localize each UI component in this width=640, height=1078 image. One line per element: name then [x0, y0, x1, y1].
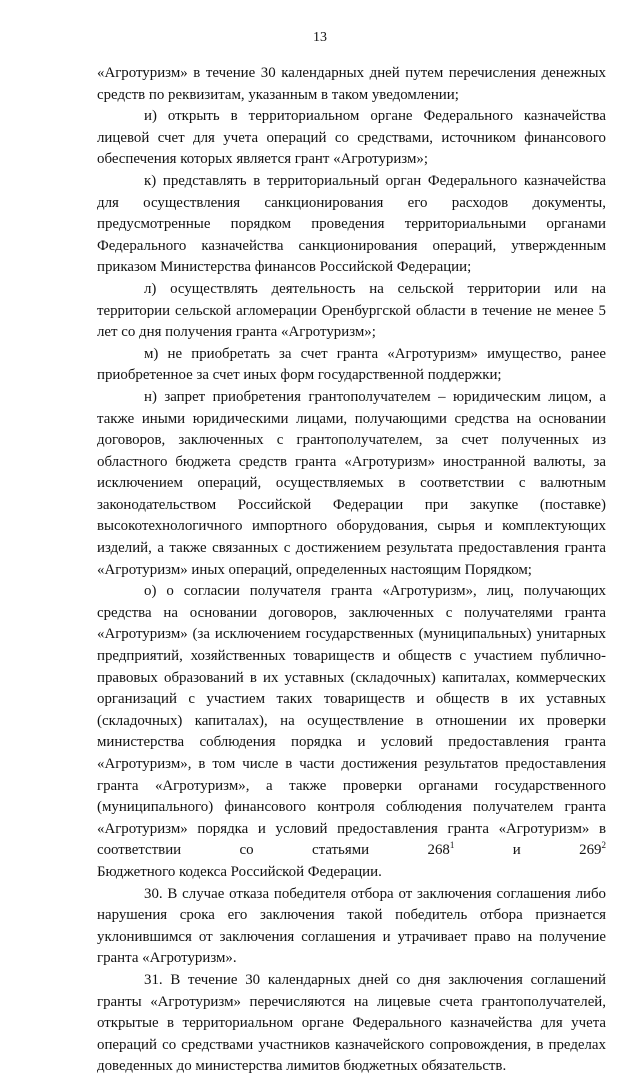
footnote-superscript: 2	[601, 840, 606, 851]
page-number: 13	[313, 30, 327, 45]
paragraph-item-o-text: о) о согласии получателя гранта «Агротуризм», лиц, получающих средства на основании договоров, заключенных с получателями гранта «Агротуризм» (за исключением государственных (муниципальных) унитарных предприятий, хозяйственных товариществ и обществ с участием публично-правовых образований в их уставных (складочных) капиталах, коммерческих организаций с участием таких товариществ и обществ в их уставных (складочных) капиталах), на осуществление в отношении их проверки министерства соблюдения порядка и условий предоставления гранта «Агротуризм», в том числе в части достижения результатов предоставления гранта «Агротуризм», а также проверки органами государственного (муниципального) финансового контроля соблюдения получателем гранта «Агротуризм» порядка и условий предоставления гранта «Агротуризм» в соответствии со статьями 268	[97, 583, 606, 859]
paragraph-31: 31. В течение 30 календарных дней со дня заключения соглашений гранты «Агротуризм» перечисляются на лицевые счета грантополучателей, открытые в территориальном органе Федерального казначейства для учета операций со средствами участников казначейского сопровождения, в пределах доведенных до министерства лимитов бюджетных обязательств.	[97, 971, 606, 1075]
paragraph-item-m: м) не приобретать за счет гранта «Агротуризм» имущество, ранее приобретенное за счет иных форм государственной поддержки;	[97, 345, 606, 384]
paragraph-code-reference: Бюджетного кодекса Российской Федерации.	[97, 863, 382, 880]
article-reference: и 269	[454, 842, 602, 859]
paragraph-item-l: л) осуществлять деятельность на сельской территории или на территории сельской агломерации Оренбургской области в течение не менее 5 лет со дня получения гранта «Агротуризм»;	[97, 280, 606, 341]
paragraph-item-k: к) представлять в территориальный орган Федерального казначейства для осуществления санкционирования его расходов документы, предусмотренные порядком проведения территориальными органами Федерального казначейства санкционирования операций, утвержденным приказом Министерства финансов Российской Федерации;	[97, 172, 606, 276]
footnote-superscript: 1	[449, 840, 455, 851]
paragraph-30: 30. В случае отказа победителя отбора от заключения соглашения либо нарушения срока его заключения такой победитель отбора признается уклонившимся от заключения соглашения и утрачивает право на получение гранта «Агротуризм».	[97, 885, 606, 967]
paragraph-item-n: н) запрет приобретения грантополучателем – юридическим лицом, а также иными юридическими лицами, получающими средства на основании договоров, заключенных с грантополучателем, за счет полученных из областного бюджета средств гранта «Агротуризм» иностранной валюты, за исключением операций, осуществляемых в соответствии с валютным законодательством Российской Федерации при закупке (поставке) высокотехнологичного импортного оборудования, сырья и комплектующих изделий, а также связанных с достижением результата предоставления гранта «Агротуризм» иных операций, определенных настоящим Порядком;	[97, 388, 606, 578]
document-body	[97, 63, 606, 1078]
paragraph-item-o	[97, 581, 606, 862]
paragraph-item-i: и) открыть в территориальном органе Федерального казначейства лицевой счет для учета операций со средствами, источником финансового обеспечения которых является грант «Агротуризм»;	[97, 108, 606, 168]
paragraph-continuation: «Агротуризм» в течение 30 календарных дней путем перечисления денежных средств по реквизитам, указанным в таком уведомлении;	[97, 65, 606, 103]
